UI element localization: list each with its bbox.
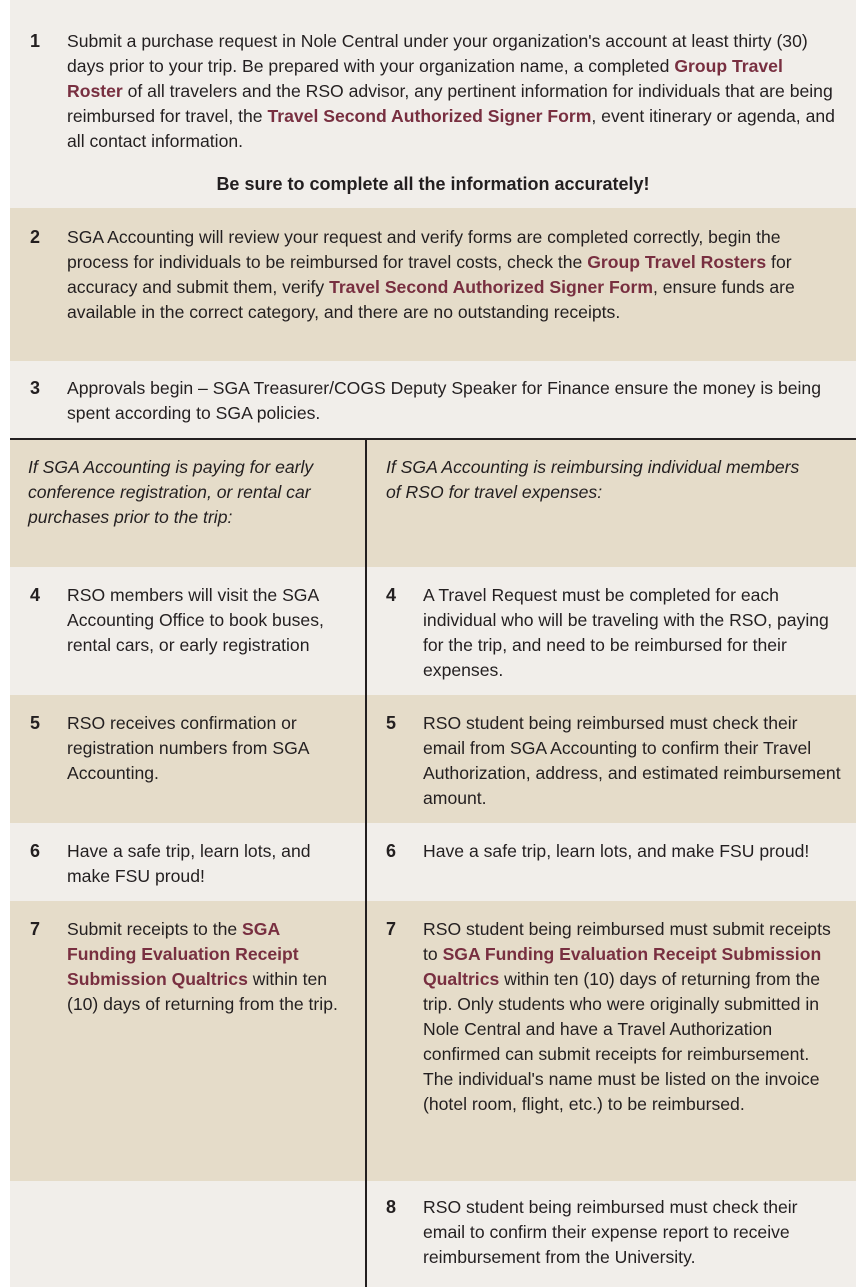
step3-number: 3 — [30, 378, 41, 398]
left-step4-text: RSO members will visit the SGA Accounting Office to book buses, rental cars, or early registration — [67, 585, 324, 655]
accuracy-warning: Be sure to complete all the information accurately! — [216, 174, 650, 194]
right-step6-text: Have a safe trip, learn lots, and make FSU proud! — [423, 841, 810, 861]
left-step7-text: Submit receipts to the SGA Funding Evaluation Receipt Submission Qualtrics within ten (10) days of returning from the trip. — [67, 919, 338, 1014]
right-step6-number: 6 — [386, 841, 397, 861]
column-divider — [365, 440, 367, 1287]
left-step4-number: 4 — [30, 585, 41, 605]
group-travel-rosters-link[interactable]: Group Travel Rosters — [587, 252, 767, 272]
right-step5-number: 5 — [386, 713, 397, 733]
right-qualtrics-link[interactable]: SGA Funding Evaluation Receipt Submission Qualtrics — [423, 944, 822, 989]
left-column-header: If SGA Accounting is paying for early conference registration, or rental car purchases prior to the trip: — [28, 457, 314, 527]
travel-second-authorized-signer-form-link-2[interactable]: Travel Second Authorized Signer Form — [329, 277, 653, 297]
right-step7-text: RSO student being reimbursed must submit receipts to SGA Funding Evaluation Receipt Submission Qualtrics within ten (10) days of returning from the trip. Only students who were originally submitted in Nole Central and have a Travel Authorization confirmed can submit receipts for reimbursement. The individual's name must be listed on the invoice (hotel room, flight, etc.) to be reimbursed. — [423, 919, 831, 1114]
left-step6-text: Have a safe trip, learn lots, and make FSU proud! — [67, 841, 311, 886]
left-qualtrics-link[interactable]: SGA Funding Evaluation Receipt Submission Qualtrics — [67, 919, 299, 989]
right-step4-number: 4 — [386, 585, 397, 605]
step2-text: SGA Accounting will review your request and verify forms are completed correctly, begin the process for individuals to be reimbursed for travel costs, check the Group Travel Rosters for accuracy and submit them, verify Travel Second Authorized Signer Form, ensure funds are available in the correct category, and there are no outstanding receipts. — [67, 227, 795, 322]
step1-text: Submit a purchase request in Nole Central under your organization's account at least thirty (30) days prior to your trip. Be prepared with your organization name, a completed Group Travel Roster of all travelers and the RSO advisor, any pertinent information for individuals that are being reimbursed for travel, the Travel Second Authorized Signer Form, event itinerary or agenda, and all contact information. — [67, 31, 835, 151]
right-step5-text: RSO student being reimbursed must check their email from SGA Accounting to confirm their Travel Authorization, address, and estimated reimbursement amount. — [423, 713, 841, 808]
right-column-header: If SGA Accounting is reimbursing individual members of RSO for travel expenses: — [386, 457, 800, 502]
left-step5-number: 5 — [30, 713, 41, 733]
left-step6-number: 6 — [30, 841, 41, 861]
right-step4-text: A Travel Request must be completed for each individual who will be traveling with the RSO, paying for the trip, and need to be reimbursed for their expenses. — [423, 585, 829, 680]
right-step7-number: 7 — [386, 919, 397, 939]
step2-number: 2 — [30, 227, 41, 247]
step3-text: Approvals begin – SGA Treasurer/COGS Deputy Speaker for Finance ensure the money is being spent according to SGA policies. — [67, 378, 821, 423]
section-divider — [10, 438, 856, 440]
group-travel-roster-link[interactable]: Group Travel Roster — [67, 56, 783, 101]
right-step8-number: 8 — [386, 1197, 397, 1217]
left-step5-text: RSO receives confirmation or registration numbers from SGA Accounting. — [67, 713, 309, 783]
right-step8-text: RSO student being reimbursed must check their email to confirm their expense report to receive reimbursement from the University. — [423, 1197, 798, 1267]
left-step7-number: 7 — [30, 919, 41, 939]
step1-number: 1 — [30, 31, 41, 51]
travel-second-authorized-signer-form-link[interactable]: Travel Second Authorized Signer Form — [267, 106, 592, 126]
